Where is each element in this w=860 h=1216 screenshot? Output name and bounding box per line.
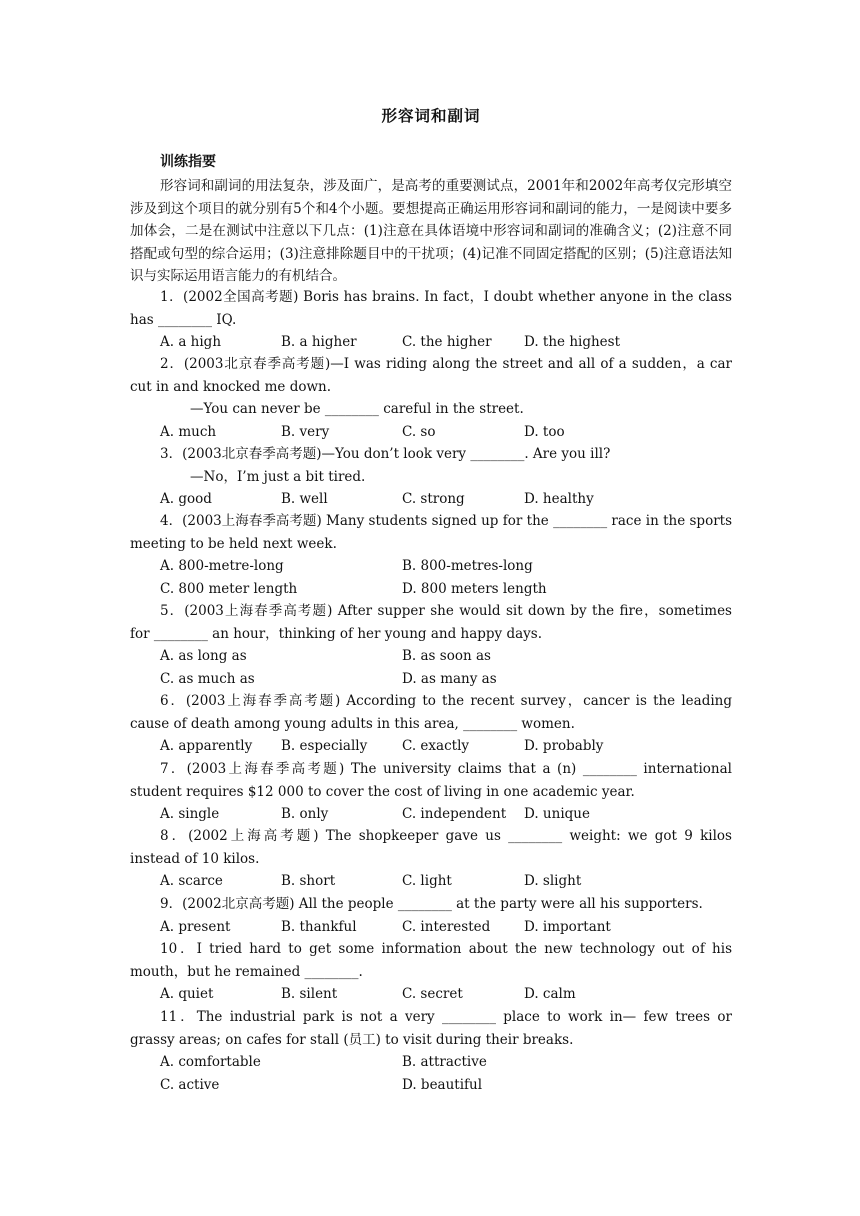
option-row (130, 916, 732, 939)
question-stem: 4．(2003上海春季高考题) Many students signed up for the ________ race in the sports meeting to be held next week. (130, 513, 732, 552)
option-b: B. only (281, 806, 329, 822)
option-b: B. as soon as (402, 648, 491, 664)
option-row (130, 421, 732, 444)
option-c: C. as much as (160, 670, 255, 687)
question-10 (130, 938, 732, 1006)
option-c: C. exactly (402, 738, 470, 754)
option-a: A. present (160, 918, 231, 935)
option-c: C. the higher (402, 334, 492, 350)
option-d: D. the highest (524, 334, 621, 350)
option-row (130, 555, 732, 578)
question-9 (130, 893, 732, 938)
question-3 (130, 443, 732, 511)
question-stem: 3．(2003北京春季高考题)—You don’t look very ________. Are you ill? (160, 446, 611, 462)
question-stem: 8．(2002上海高考题) The shopkeeper gave us ________ weight: we got 9 kilos instead of 10 kilos. (130, 828, 732, 867)
question-dialog: —No，I’m just a bit tired. (190, 468, 366, 485)
question-dialog: —You can never be ________ careful in the street. (190, 401, 524, 417)
option-c: C. independent (402, 806, 507, 822)
option-c: C. active (160, 1076, 220, 1093)
option-a: A. much (160, 423, 217, 440)
option-d: D. 800 meters length (402, 580, 547, 597)
option-row (130, 578, 732, 601)
question-stem: 10．I tried hard to get some information about the new technology out of his mouth，but he remained ________. (130, 941, 732, 980)
option-b: B. well (281, 491, 328, 507)
question-stem: 2．(2003北京春季高考题)—I was riding along the street and all of a sudden，a car cut in and knocked me down. (130, 356, 732, 395)
option-d: D. unique (524, 806, 590, 822)
option-b: B. a higher (281, 334, 357, 350)
option-c: C. light (402, 873, 452, 889)
option-c: C. interested (402, 918, 491, 935)
option-c: C. secret (402, 986, 463, 1002)
option-d: D. too (524, 423, 565, 440)
question-11 (130, 1006, 732, 1096)
option-a: A. single (160, 806, 220, 822)
option-a: A. a high (160, 334, 222, 350)
question-stem: 1．(2002全国高考题) Boris has brains. In fact，I doubt whether anyone in the class has ________ IQ. (130, 289, 732, 328)
question-stem: 11．The industrial park is not a very ________ place to work in— few trees or grassy areas; on cafes for stall (员工) to visit during their breaks. (130, 1009, 732, 1048)
option-row (130, 331, 732, 354)
option-d: D. calm (524, 986, 576, 1002)
option-d: D. important (524, 918, 611, 935)
option-d: D. as many as (402, 670, 497, 687)
option-b: B. very (281, 423, 330, 440)
option-row (130, 735, 732, 758)
option-b: B. silent (281, 986, 338, 1002)
option-a: A. as long as (160, 648, 247, 664)
option-row (130, 645, 732, 668)
option-a: A. 800-metre-long (160, 558, 284, 574)
intro-paragraph: 形容词和副词的用法复杂，涉及面广，是高考的重要测试点，2001年和2002年高考仅完形填空涉及到这个项目的就分别有5个和4个小题。要想提高正确运用形容词和副词的能力，一是阅读中要多加体会，二是在测试中注意以下几点：(1)注意在具体语境中形容词和副词的准确含义；(2)注意不同搭配或句型的综合运用；(3)注意排除题目中的干扰项；(4)记准不同固定搭配的区别；(5)注意语法知识与实际运用语言能力的有机结合。 (130, 178, 732, 284)
option-d: D. healthy (524, 491, 594, 507)
option-d: D. probably (524, 738, 604, 754)
option-d: D. beautiful (402, 1076, 483, 1093)
option-row (130, 870, 732, 893)
question-2 (130, 353, 732, 443)
option-row (130, 668, 732, 691)
option-d: D. slight (524, 873, 582, 889)
option-row (130, 803, 732, 826)
option-row (130, 983, 732, 1006)
option-a: A. apparently (160, 738, 253, 754)
option-row (130, 1051, 732, 1074)
option-c: C. strong (402, 491, 465, 507)
option-b: B. thankful (281, 918, 357, 935)
option-b: B. 800-metres-long (402, 558, 533, 574)
question-stem: 9．(2002北京高考题) All the people ________ at the party were all his supporters. (160, 896, 703, 912)
option-a: A. quiet (160, 986, 214, 1002)
option-b: B. attractive (402, 1054, 487, 1070)
section-heading: 训练指要 (160, 154, 216, 170)
question-1 (130, 286, 732, 354)
question-5 (130, 600, 732, 690)
page-title: 形容词和副词 (381, 107, 481, 125)
option-row (130, 488, 732, 511)
question-4 (130, 510, 732, 600)
option-a: A. good (160, 491, 212, 507)
question-stem: 6．(2003上海春季高考题) According to the recent survey，cancer is the leading cause of death among young adults in this area, ________ women. (130, 693, 732, 732)
question-6 (130, 690, 732, 758)
option-c: C. so (402, 423, 436, 440)
question-stem: 7．(2003上海春季高考题) The university claims that a (n) ________ international student requires $12 000 to cover the cost of living in one academic year. (130, 761, 732, 800)
option-b: B. short (281, 873, 336, 889)
question-8 (130, 825, 732, 893)
option-b: B. especially (281, 738, 368, 754)
option-row (130, 1074, 732, 1097)
option-c: C. 800 meter length (160, 580, 298, 597)
option-a: A. scarce (160, 873, 223, 889)
question-7 (130, 758, 732, 826)
option-a: A. comfortable (160, 1054, 261, 1070)
question-stem: 5．(2003上海春季高考题) After supper she would sit down by the fire，sometimes for ________ an hour，thinking of her young and happy days. (130, 603, 732, 642)
